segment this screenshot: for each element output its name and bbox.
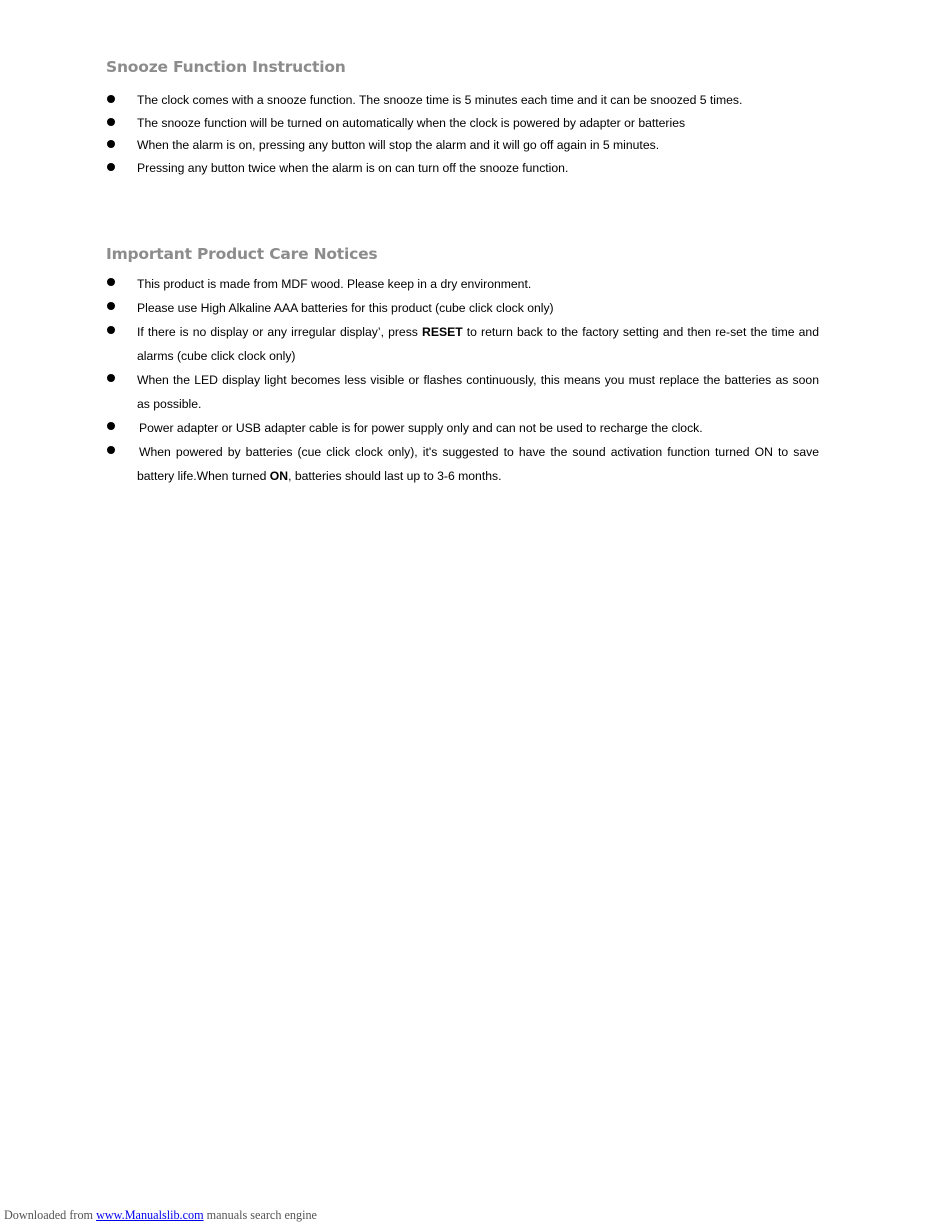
- list-item: [106, 91, 819, 114]
- bullet-icon: [107, 446, 115, 454]
- bullet-icon: [107, 326, 115, 334]
- download-footer: [4, 1208, 317, 1223]
- list-item-text-cont: , batteries should last up to 3-6 months.: [288, 469, 502, 483]
- list-item: [106, 416, 819, 440]
- bullet-icon: [107, 140, 115, 148]
- list-item: [106, 114, 819, 137]
- list-item-text: This product is made from MDF wood. Please keep in a dry environment.: [137, 277, 532, 291]
- care-section-title: Important Product Care Notices: [106, 245, 378, 263]
- manualslib-link[interactable]: www.Manualslib.com: [96, 1208, 204, 1222]
- footer-prefix: Downloaded from: [4, 1208, 97, 1222]
- footer-suffix: manuals search engine: [203, 1208, 317, 1222]
- list-item-text-cont: to return back to the factory setting and then re-set the time and alarms (cube click clock only): [137, 325, 819, 363]
- list-item-text: The snooze function will be turned on automatically when the clock is powered by adapter or batteries: [137, 115, 686, 130]
- list-item-text: If there is no display or any irregular display’, press: [137, 325, 423, 339]
- list-item-text: Power adapter or USB adapter cable is for power supply only and can not be used to recharge the clock.: [139, 421, 703, 435]
- bullet-icon: [107, 422, 115, 430]
- list-item: [106, 296, 819, 320]
- list-item: [106, 272, 819, 296]
- snooze-section-title: Snooze Function Instruction: [106, 58, 346, 76]
- list-item-text: When the alarm is on, pressing any button will stop the alarm and it will go off again in 5 minutes.: [137, 138, 660, 153]
- list-item: [106, 159, 819, 182]
- list-item: [106, 440, 819, 488]
- bullet-icon: [107, 95, 115, 103]
- list-item-text: Pressing any button twice when the alarm is on can turn off the snooze function.: [137, 160, 569, 175]
- bullet-icon: [107, 278, 115, 286]
- list-item: [106, 368, 819, 416]
- list-item: [106, 136, 819, 159]
- list-item-text: When the LED display light becomes less visible or flashes continuously, this means you must replace the batteries as soon as possible.: [137, 373, 819, 411]
- list-item-text: The clock comes with a snooze function. The snooze time is 5 minutes each time and it can be snoozed 5 times.: [137, 93, 743, 107]
- bullet-icon: [107, 118, 115, 126]
- on-keyword: ON: [269, 469, 289, 483]
- snooze-list: [106, 91, 819, 181]
- list-item-text: When powered by batteries (cue click clock only), it's suggested to have the sound activation function turned ON to save battery life.When turned: [137, 445, 819, 483]
- reset-keyword: RESET: [422, 325, 463, 339]
- bullet-icon: [107, 163, 115, 171]
- list-item: [106, 320, 819, 368]
- care-list: [106, 272, 819, 488]
- bullet-icon: [107, 374, 115, 382]
- bullet-icon: [107, 302, 115, 310]
- list-item-text: Please use High Alkaline AAA batteries for this product (cube click clock only): [137, 301, 554, 315]
